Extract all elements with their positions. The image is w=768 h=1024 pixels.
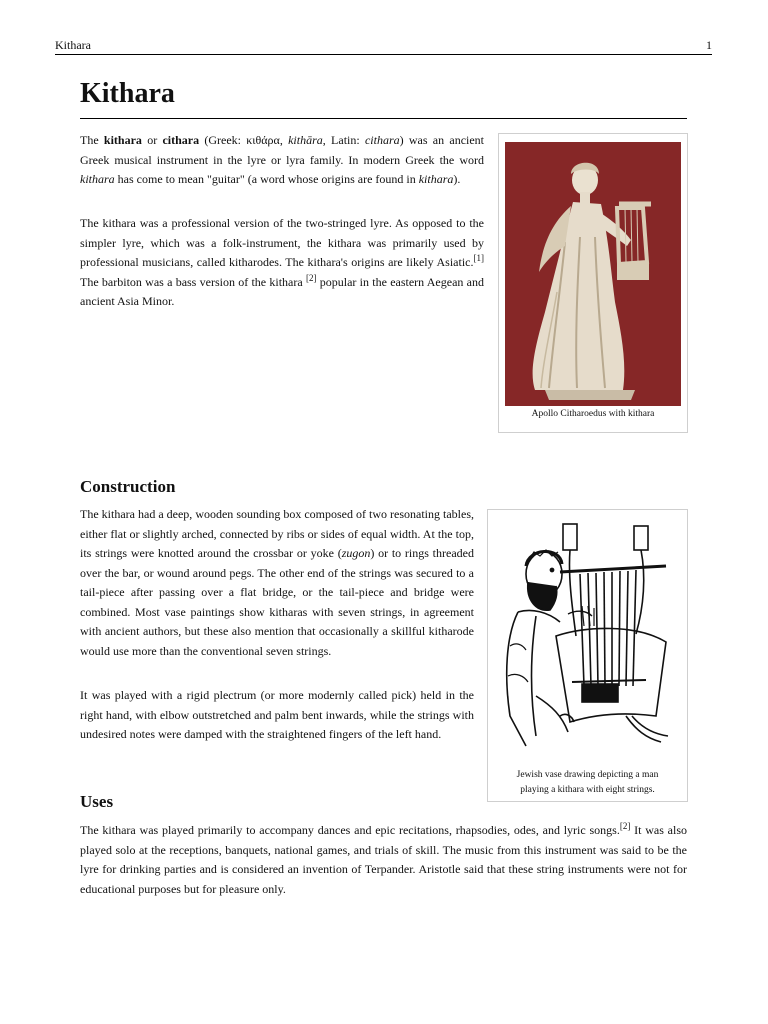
term-cithara: cithara (162, 133, 200, 147)
reference-link[interactable]: [1] (473, 253, 484, 263)
intro-paragraph-2: The kithara was a professional version of the two-stringed lyre. As opposed to the simpler lyre, which was a folk-instrument, the kithara was primarily used by professional musicians, called kitharodes. The kithara's origins are likely Asiatic.[1] The barbiton was a bass version of the kithara [2] popular in the eastern Aegean and ancient Asia Minor. (80, 216, 485, 308)
term-kithara: kithara (103, 133, 142, 147)
title-divider (80, 118, 687, 119)
figure-apollo (498, 133, 688, 433)
section-heading-construction: Construction (80, 477, 176, 496)
figure-vase-caption-line-2: playing a kithara with eight strings. (520, 785, 655, 795)
apollo-statue-image (505, 142, 681, 406)
reference-link[interactable]: [2] (305, 272, 317, 283)
running-header-title: Kithara (55, 38, 91, 52)
construction-paragraph-1: The kithara had a deep, wooden sounding box composed of two resonating tables, either flat or slightly arched, connected by ribs or sides of equal width. At the top, its strings were knotted around the crossbar or yoke (zugon) or to rings threaded over the bar, or wound around pegs. The other end of the strings was secured to a tail-piece after passing over a flat bridge, or the tail-piece and bridge were combined. Most vase paintings show kitharas with seven strings, in agreement with ancient authors, but these also mention that occasionally a skillful kitharode would use more than the conventional seven strings. (80, 507, 474, 658)
figure-vase-caption (488, 768, 687, 798)
running-header (55, 38, 712, 55)
intro-paragraph-1: The kithara or cithara (Greek: κιθάρα, kithāra, Latin: cithara) was an ancient Greek musical instrument in the lyre or lyra family. In modern Greek the word kithara has come to mean "guitar" (a word whose origins are found in kithara). (80, 133, 485, 186)
figure-apollo-caption: Apollo Citharoedus with kithara (531, 409, 655, 419)
vase-drawing-image (496, 516, 679, 764)
page-title: Kithara (80, 78, 175, 109)
construction-paragraph-2: It was played with a rigid plectrum (or more modernly called pick) held in the right hand, with elbow outstretched and palm bent inwards, while the strings with undesired notes were damped with the straightened fingers of the left hand. (80, 688, 474, 741)
greek-term: κιθάρα (246, 133, 280, 147)
reference-link[interactable]: [2] (619, 821, 631, 831)
figure-vase-caption-line-1: Jewish vase drawing depicting a man (516, 770, 659, 780)
page-number: 1 (706, 38, 712, 52)
section-heading-uses: Uses (80, 792, 114, 811)
figure-vase-drawing (487, 509, 688, 802)
uses-paragraph-1: The kithara was played primarily to accompany dances and epic recitations, rhapsodies, odes, and lyric songs.[2] It was also played solo at the receptions, banquets, national games, and trials of skill. The music from this instrument was said to be the lyre for drinking parties and is considered an invention of Terpander. Aristotle said that these string instruments were not for educational purposes but for pleasure only. (80, 821, 687, 896)
